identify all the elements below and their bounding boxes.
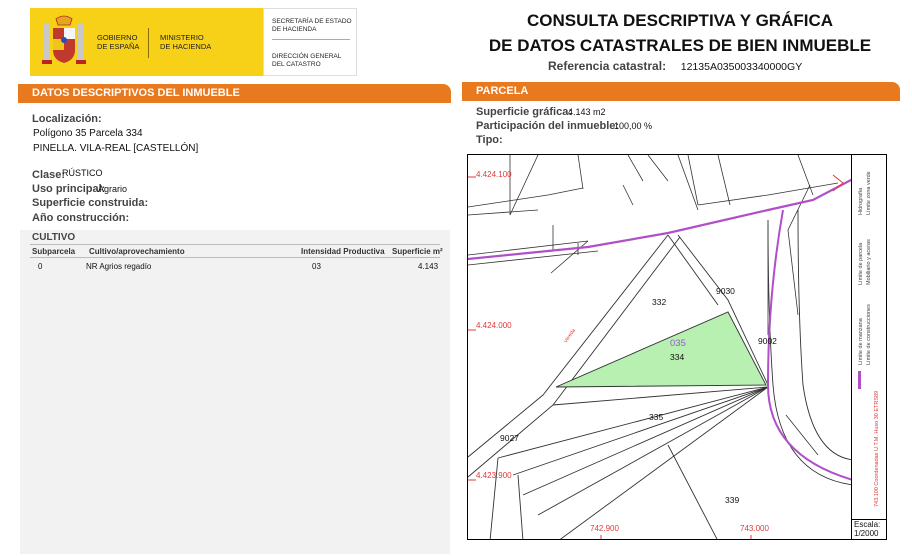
cultivo-title: CULTIVO — [32, 232, 76, 243]
localizacion-line-1: Polígono 35 Parcela 334 — [33, 128, 143, 139]
ref-value: 12135A035003340000GY — [680, 61, 803, 73]
secretaria-line-1: SECRETARÍA DE ESTADO — [272, 18, 352, 25]
tipo-label: Tipo: — [476, 134, 503, 146]
cultivo-panel — [20, 230, 450, 554]
cadastral-map[interactable] — [467, 154, 852, 540]
title-line-2: DE DATOS CATASTRALES DE BIEN INMUEBLE — [488, 36, 872, 55]
ministry-line-2: DE HACIENDA — [160, 42, 212, 51]
anio-construccion-label: Año construcción: — [32, 212, 130, 224]
coat-of-arms-icon — [38, 14, 90, 70]
legend-zona-verde: Límite zona verde — [866, 171, 872, 215]
legend-hidrografia: Hidrografía — [858, 187, 864, 215]
ref-label: Referencia catastral: — [548, 59, 667, 73]
cell-superficie: 4.143 — [418, 262, 439, 271]
road-label: Vereda — [562, 327, 577, 345]
coord-x1: 742.900 — [590, 524, 619, 533]
legend-limite-parcela: Límite de parcela — [858, 242, 864, 285]
col-cultivo: Cultivo/aprovechamiento — [89, 247, 185, 256]
clase-label: Clase: — [32, 169, 66, 181]
parcel-label-334[interactable]: 334 — [670, 352, 685, 362]
parcel-label-035[interactable]: 035 — [670, 338, 686, 349]
direccion-line-2: DEL CATASTRO — [272, 61, 321, 68]
cadastral-reference — [548, 59, 802, 73]
boundary-vertical-line — [768, 210, 852, 480]
cell-cultivo: NR Agrios regadío — [86, 262, 152, 271]
sup-grafica-label: Superficie gráfica: — [476, 106, 572, 118]
highlighted-parcel-shape — [556, 312, 766, 387]
direccion-line-1: DIRECCIÓN GENERAL — [272, 53, 342, 60]
parcel-label-9027[interactable]: 9027 — [500, 433, 519, 443]
cell-intensidad: 03 — [312, 262, 321, 271]
parcel-label-332[interactable]: 332 — [652, 297, 667, 307]
parcel-label-335[interactable]: 335 — [649, 412, 664, 422]
page-title — [440, 8, 912, 58]
superficie-construida-label: Superficie construida: — [32, 197, 149, 209]
uso-label: Uso principal: — [32, 183, 106, 195]
coord-y2: 4.424.000 — [476, 321, 512, 330]
descriptive-section-title: DATOS DESCRIPTIVOS DEL INMUEBLE — [32, 87, 240, 99]
secretaria-line-2: DE HACIENDA — [272, 26, 317, 33]
boundary-road-line — [468, 179, 852, 259]
parcel-label-339[interactable]: 339 — [725, 495, 740, 505]
localizacion-line-2: PINELLA. VILA-REAL [CASTELLÓN] — [33, 143, 199, 154]
parcel-label-9030[interactable]: 9030 — [716, 286, 735, 296]
col-superficie: Superficie m² — [392, 247, 443, 256]
legend-limite-construcciones: Límite de construcciones — [866, 304, 872, 365]
ministry-line-1: MINISTERIO — [160, 33, 204, 42]
col-intensidad: Intensidad Productiva — [301, 247, 385, 256]
cell-subparcela: 0 — [38, 262, 43, 271]
legend-swatch-manzana — [858, 371, 861, 389]
map-scale — [852, 519, 887, 540]
scale-label: Escala: — [854, 520, 881, 529]
title-line-1: CONSULTA DESCRIPTIVA Y GRÁFICA — [526, 11, 834, 30]
clase-value: RÚSTICO — [62, 168, 103, 178]
section-divider — [18, 101, 451, 103]
table-row — [30, 262, 440, 272]
localizacion-label: Localización: — [32, 113, 102, 125]
participacion-value: 100,00 % — [614, 121, 653, 131]
parcela-section-title: PARCELA — [476, 85, 529, 97]
gov-line-2: DE ESPAÑA — [97, 42, 140, 51]
section-divider — [462, 99, 900, 101]
parcel-label-9002[interactable]: 9002 — [758, 336, 777, 346]
government-logo-panel — [30, 8, 263, 76]
legend-coordinates-text: 743.100 Coordenadas U.T.M. Huso 30 ETRS89 — [874, 390, 880, 507]
parcela-section-header — [462, 82, 900, 99]
coord-y1: 4.424.100 — [476, 170, 512, 179]
map-drawing — [468, 155, 852, 540]
legend-limite-manzana: Límite de manzana — [858, 318, 864, 365]
uso-value: Agrario — [98, 184, 128, 194]
coord-y3: 4.423.900 — [476, 471, 512, 480]
participacion-label: Participación del inmueble: — [476, 120, 620, 132]
agency-panel — [263, 8, 357, 76]
gov-line-1: GOBIERNO — [97, 33, 138, 42]
sup-grafica-value: 4.143 m2 — [568, 107, 606, 117]
col-subparcela: Subparcela — [32, 247, 76, 256]
legend-mobiliario: Mobiliario y aceras — [866, 239, 872, 285]
descriptive-section-header — [18, 84, 451, 101]
scale-value: 1/2000 — [854, 529, 879, 538]
coord-x2: 743.000 — [740, 524, 769, 533]
map-legend — [852, 154, 887, 520]
